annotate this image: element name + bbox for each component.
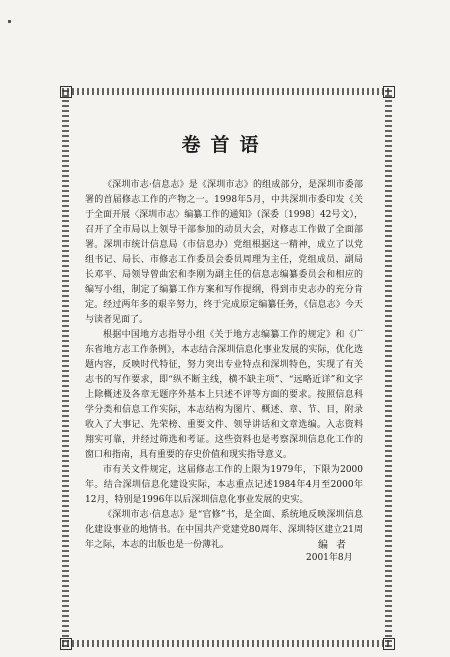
decorative-border-left: [62, 88, 69, 647]
paragraph: 市有关文件规定，这届修志工作的上限为1979年，下限为2000年。结合深圳信息化建设实际，本志重点记述1984年4月至2000年12月，特别是1996年以后深圳信息化事业发展的史实。: [85, 465, 363, 505]
body-text: [85, 178, 363, 553]
signature-date: 2001年8月: [306, 553, 353, 563]
paragraph: 根据中国地方志指导小组《关于地方志编纂工作的规定》和《广东省地方志工作条例》，本志结合深圳信息化事业发展的实际，优化选题内容，反映时代特征，努力突出专业特点和深圳特色，实现了有关志书的写作要求，即“纵不断主线，横不缺主项”、“远略近详”和文字上除概述及各章无题序外基本上只述不评等方面的要求。按照信息科学分类和信息工作实际，本志结构为图片、概述、章、节、目，附录收入了大事记、先荣榜、重要文件、领导讲话和文章选编。入志资料翔实可靠，并经过筛选和考证。这些资料也是考察深圳信息化工作的窗口和指南，具有重要的存史价值和现实指导意义。: [85, 330, 363, 460]
paragraph: 《深圳市志·信息志》是《深圳市志》的组成部分，是深圳市委部署的首届修志工作的产物之一。1998年5月，中共深圳市委印发《关于全面开展〈深圳市志〉编纂工作的通知》（深委〔1998〕42号文），召开了全市局以上领导干部参加的动员大会，对修志工作做了全面部署。深圳市统计信息局（市信息办）党组根据这一精神，成立了以党组书记、局长、市修志工作委员会委员周理为主任，党组成员、副局长邓平、局领导曾曲宏和李刚为副主任的信息志编纂委员会和相应的编写小组，制定了编纂工作方案和写作提纲，得到市史志办的充分肯定。经过两年多的艰辛努力，终于完成原定编纂任务，《信息志》今天与读者见面了。: [85, 180, 363, 325]
decorative-border-bottom: [62, 640, 392, 647]
paragraph: 《深圳市志·信息志》是“官修”书，是全面、系统地反映深圳信息化建设事业的地情书。在中国共产党建党80周年、深圳特区建立21周年之际，本志的出版也是一份薄礼。: [85, 510, 363, 550]
scan-speck: [8, 20, 11, 23]
page-title: 卷首语: [181, 134, 269, 156]
decorative-border-right: [385, 88, 392, 647]
decorative-border-top: [62, 88, 392, 95]
signature: 编者: [318, 540, 354, 551]
